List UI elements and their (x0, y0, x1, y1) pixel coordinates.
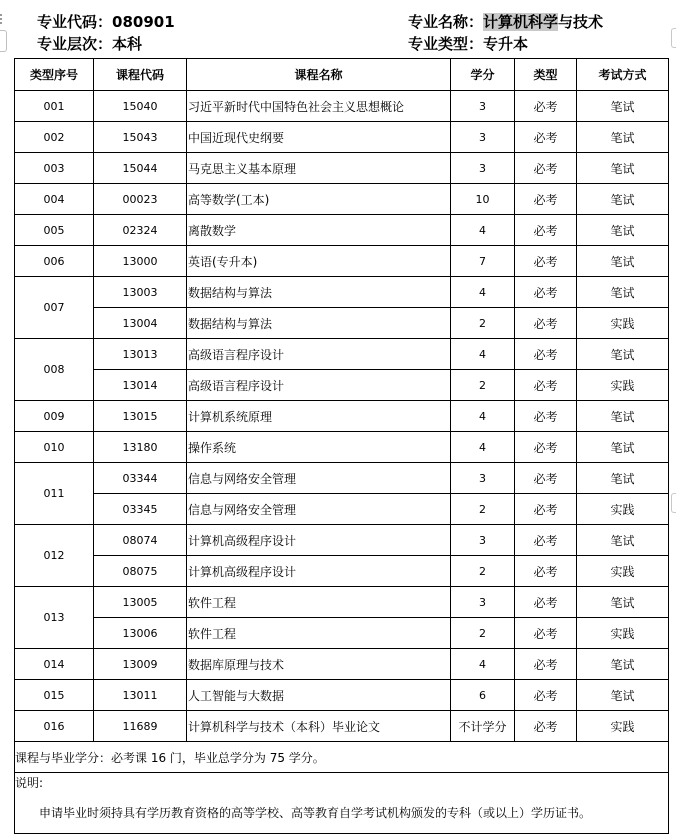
cell-exam: 实践 (577, 711, 669, 742)
cell-code: 15040 (94, 91, 187, 122)
cell-exam: 笔试 (577, 587, 669, 618)
cell-credits: 4 (451, 649, 515, 680)
table-row (15, 91, 669, 122)
cell-code: 15043 (94, 122, 187, 153)
table-row (15, 215, 669, 246)
table-row (15, 246, 669, 277)
cell-name: 英语(专升本) (187, 246, 451, 277)
page-edge-tab-right (671, 28, 676, 48)
cell-seq: 011 (15, 463, 94, 525)
cell-name: 中国近现代史纲要 (187, 122, 451, 153)
cell-name: 离散数学 (187, 215, 451, 246)
cell-exam: 笔试 (577, 339, 669, 370)
table-row (15, 370, 669, 401)
cell-exam: 笔试 (577, 432, 669, 463)
cell-seq: 002 (15, 122, 94, 153)
cell-credits: 3 (451, 153, 515, 184)
major-type (408, 33, 528, 55)
cell-type: 必考 (515, 339, 577, 370)
cell-credits: 不计学分 (451, 711, 515, 742)
cell-seq: 006 (15, 246, 94, 277)
major-name-highlighted[interactable]: 计算机科学 (483, 13, 559, 31)
cell-exam: 笔试 (577, 463, 669, 494)
col-header-exam: 考试方式 (577, 59, 669, 91)
page-edge-marker (0, 14, 5, 24)
cell-exam: 笔试 (577, 153, 669, 184)
cell-type: 必考 (515, 122, 577, 153)
cell-exam: 笔试 (577, 401, 669, 432)
cell-type: 必考 (515, 370, 577, 401)
cell-name: 数据结构与算法 (187, 277, 451, 308)
major-name (408, 11, 603, 33)
cell-type: 必考 (515, 556, 577, 587)
col-header-code: 课程代码 (94, 59, 187, 91)
cell-type: 必考 (515, 525, 577, 556)
cell-type: 必考 (515, 618, 577, 649)
cell-seq: 004 (15, 184, 94, 215)
cell-type: 必考 (515, 308, 577, 339)
cell-exam: 笔试 (577, 215, 669, 246)
cell-type: 必考 (515, 153, 577, 184)
cell-credits: 2 (451, 370, 515, 401)
cell-exam: 笔试 (577, 91, 669, 122)
cell-seq: 015 (15, 680, 94, 711)
cell-credits: 4 (451, 215, 515, 246)
cell-name: 计算机高级程序设计 (187, 556, 451, 587)
major-level-value: 本科 (112, 35, 143, 53)
major-code-label: 专业代码： (37, 13, 113, 31)
cell-credits: 2 (451, 556, 515, 587)
cell-code: 03345 (94, 494, 187, 525)
cell-code: 13011 (94, 680, 187, 711)
cell-code: 13015 (94, 401, 187, 432)
table-row (15, 401, 669, 432)
cell-credits: 4 (451, 277, 515, 308)
table-row (15, 463, 669, 494)
table-row (15, 153, 669, 184)
notes-row (15, 773, 669, 834)
major-name-rest: 与技术 (558, 13, 604, 31)
cell-exam: 实践 (577, 618, 669, 649)
cell-exam: 实践 (577, 370, 669, 401)
notes-cell (15, 773, 669, 834)
table-row (15, 711, 669, 742)
col-header-type: 类型 (515, 59, 577, 91)
cell-name: 习近平新时代中国特色社会主义思想概论 (187, 91, 451, 122)
table-row (15, 122, 669, 153)
major-level-label: 专业层次： (37, 35, 113, 53)
cell-type: 必考 (515, 680, 577, 711)
cell-code: 00023 (94, 184, 187, 215)
cell-type: 必考 (515, 246, 577, 277)
cell-name: 高级语言程序设计 (187, 370, 451, 401)
cell-type: 必考 (515, 587, 577, 618)
table-row (15, 308, 669, 339)
cell-name: 数据库原理与技术 (187, 649, 451, 680)
major-level (37, 33, 142, 55)
col-header-credits: 学分 (451, 59, 515, 91)
summary-text: 课程与毕业学分：必考课 16 门，毕业总学分为 75 学分。 (15, 742, 669, 773)
cell-credits: 4 (451, 401, 515, 432)
cell-exam: 笔试 (577, 122, 669, 153)
cell-seq: 016 (15, 711, 94, 742)
col-header-name: 课程名称 (187, 59, 451, 91)
cell-type: 必考 (515, 91, 577, 122)
major-name-label: 专业名称： (408, 13, 484, 31)
cell-code: 08075 (94, 556, 187, 587)
notes-body: 申请毕业时须持具有学历教育资格的高等学校、高等教育自学考试机构颁发的专科（或以上）学历证书。 (39, 806, 592, 820)
table-row (15, 432, 669, 463)
cell-seq: 001 (15, 91, 94, 122)
cell-code: 11689 (94, 711, 187, 742)
table-row (15, 618, 669, 649)
cell-type: 必考 (515, 184, 577, 215)
cell-name: 高等数学(工本) (187, 184, 451, 215)
summary-row (15, 742, 669, 773)
cell-type: 必考 (515, 277, 577, 308)
cell-name: 软件工程 (187, 618, 451, 649)
cell-type: 必考 (515, 494, 577, 525)
cell-code: 13009 (94, 649, 187, 680)
major-code-value: 080901 (112, 13, 175, 31)
table-row (15, 494, 669, 525)
cell-code: 13003 (94, 277, 187, 308)
cell-code: 13004 (94, 308, 187, 339)
table-row (15, 184, 669, 215)
cell-code: 13005 (94, 587, 187, 618)
cell-seq: 012 (15, 525, 94, 587)
cell-code: 08074 (94, 525, 187, 556)
cell-code: 02324 (94, 215, 187, 246)
cell-exam: 实践 (577, 556, 669, 587)
cell-seq: 010 (15, 432, 94, 463)
cell-credits: 3 (451, 91, 515, 122)
cell-exam: 笔试 (577, 277, 669, 308)
cell-exam: 实践 (577, 308, 669, 339)
cell-credits: 6 (451, 680, 515, 711)
cell-credits: 3 (451, 525, 515, 556)
cell-credits: 3 (451, 122, 515, 153)
cell-name: 信息与网络安全管理 (187, 494, 451, 525)
cell-seq: 007 (15, 277, 94, 339)
cell-exam: 笔试 (577, 649, 669, 680)
cell-code: 13180 (94, 432, 187, 463)
cell-credits: 2 (451, 494, 515, 525)
major-code (37, 11, 175, 33)
notes-title: 说明: (15, 776, 44, 790)
table-row (15, 339, 669, 370)
cell-seq: 008 (15, 339, 94, 401)
cell-type: 必考 (515, 711, 577, 742)
table-row (15, 277, 669, 308)
cell-exam: 笔试 (577, 525, 669, 556)
page-edge-tab-left (0, 30, 7, 52)
cell-code: 15044 (94, 153, 187, 184)
cell-seq: 005 (15, 215, 94, 246)
cell-credits: 2 (451, 618, 515, 649)
table-row (15, 649, 669, 680)
table-row (15, 587, 669, 618)
cell-type: 必考 (515, 649, 577, 680)
cell-code: 13006 (94, 618, 187, 649)
cell-name: 软件工程 (187, 587, 451, 618)
table-row (15, 556, 669, 587)
cell-type: 必考 (515, 463, 577, 494)
cell-type: 必考 (515, 401, 577, 432)
cell-name: 计算机科学与技术（本科）毕业论文 (187, 711, 451, 742)
cell-name: 高级语言程序设计 (187, 339, 451, 370)
cell-exam: 笔试 (577, 184, 669, 215)
cell-credits: 10 (451, 184, 515, 215)
cell-code: 13013 (94, 339, 187, 370)
table-header-row (15, 59, 669, 91)
cell-name: 计算机系统原理 (187, 401, 451, 432)
cell-credits: 3 (451, 587, 515, 618)
cell-credits: 4 (451, 339, 515, 370)
cell-code: 03344 (94, 463, 187, 494)
page-edge-tab-right (671, 493, 676, 513)
cell-code: 13014 (94, 370, 187, 401)
major-type-label: 专业类型： (408, 35, 484, 53)
cell-name: 信息与网络安全管理 (187, 463, 451, 494)
cell-type: 必考 (515, 432, 577, 463)
cell-seq: 009 (15, 401, 94, 432)
cell-seq: 003 (15, 153, 94, 184)
cell-exam: 笔试 (577, 246, 669, 277)
cell-code: 13000 (94, 246, 187, 277)
cell-type: 必考 (515, 215, 577, 246)
cell-name: 操作系统 (187, 432, 451, 463)
cell-name: 人工智能与大数据 (187, 680, 451, 711)
major-type-value: 专升本 (483, 35, 529, 53)
table-row (15, 680, 669, 711)
cell-credits: 3 (451, 463, 515, 494)
cell-exam: 笔试 (577, 680, 669, 711)
cell-credits: 2 (451, 308, 515, 339)
cell-name: 数据结构与算法 (187, 308, 451, 339)
cell-seq: 014 (15, 649, 94, 680)
cell-seq: 013 (15, 587, 94, 649)
cell-name: 马克思主义基本原理 (187, 153, 451, 184)
cell-name: 计算机高级程序设计 (187, 525, 451, 556)
col-header-seq: 类型序号 (15, 59, 94, 91)
cell-exam: 实践 (577, 494, 669, 525)
course-table (14, 58, 669, 834)
table-row (15, 525, 669, 556)
cell-credits: 7 (451, 246, 515, 277)
cell-credits: 4 (451, 432, 515, 463)
